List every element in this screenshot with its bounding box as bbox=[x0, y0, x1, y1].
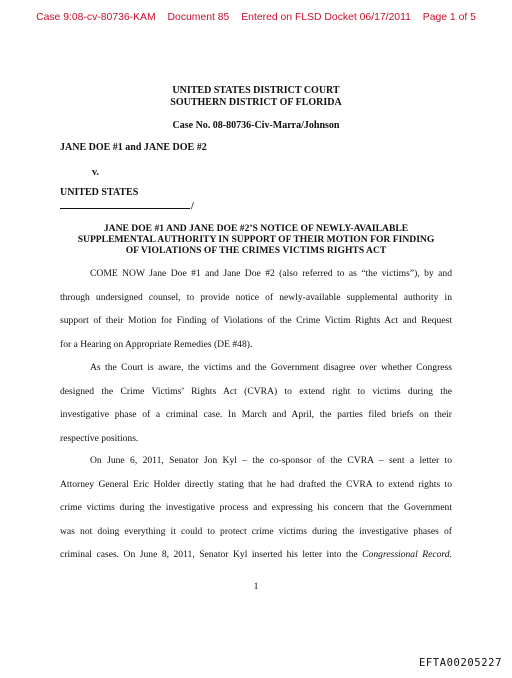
paragraph-line: As the Court is aware, the victims and the Government disagree over whether Congress bbox=[90, 362, 452, 373]
paragraph-line: through undersigned counsel, to provide notice of newly-available supplemental authority in bbox=[60, 291, 452, 303]
header-page-count: Page 1 of 5 bbox=[422, 12, 476, 23]
caption-slash: / bbox=[191, 201, 194, 212]
title-line2: SUPPLEMENTAL AUTHORITY IN SUPPORT OF THEIR MOTION FOR FINDING bbox=[77, 234, 435, 245]
paragraph-1 bbox=[60, 262, 452, 356]
paragraph-line: crime victims during the investigative process and expressing his concern that the Government bbox=[60, 502, 452, 514]
paragraph-line: Attorney General Eric Holder directly stating that he had drafted the CVRA to extend rights to bbox=[60, 478, 452, 490]
bates-number: EFTA00205227 bbox=[418, 657, 502, 669]
case-number: Case No. 08-80736-Civ-Marra/Johnson bbox=[172, 120, 340, 131]
paragraph-line-text: criminal cases. On June 8, 2011, Senator Kyl inserted his letter into the bbox=[60, 549, 358, 561]
paragraph-line: COME NOW Jane Doe #1 and Jane Doe #2 (also referred to as “the victims”), by and bbox=[90, 268, 452, 279]
paragraph-line: support of their Motion for Finding of Violations of the Crime Victim Rights Act and Request bbox=[60, 315, 452, 327]
paragraph-line: On June 6, 2011, Senator Jon Kyl – the co-sponsor of the CVRA – sent a letter to bbox=[90, 455, 452, 466]
header-document-number: Document 85 bbox=[167, 12, 230, 23]
court-name bbox=[0, 85, 512, 109]
caption-rule bbox=[60, 201, 194, 212]
header-case-number: Case 9:08-cv-80736-KAM bbox=[36, 12, 156, 23]
header-entered-date: Entered on FLSD Docket 06/17/2011 bbox=[241, 12, 411, 23]
document-title bbox=[50, 223, 462, 256]
page-number: 1 bbox=[253, 581, 259, 592]
title-line3: OF VIOLATIONS OF THE CRIMES VICTIMS RIGHTS ACT bbox=[125, 245, 387, 256]
plaintiffs: JANE DOE #1 and JANE DOE #2 bbox=[60, 142, 207, 153]
paragraph-line: investigative phase of a criminal case. In March and April, the parties filed briefs on their bbox=[60, 409, 452, 421]
court-name-line2: SOUTHERN DISTRICT OF FLORIDA bbox=[170, 97, 342, 108]
paragraph-line: designed the Crime Victims’ Rights Act (CVRA) to extend right to victims during the bbox=[60, 385, 452, 397]
paragraph-line: was not doing everything it could to protect crime victims during the investigative phases of bbox=[60, 525, 452, 537]
paragraph-line-final bbox=[60, 543, 452, 567]
court-name-line1: UNITED STATES DISTRICT COURT bbox=[172, 85, 340, 96]
paragraph-line: respective positions. bbox=[60, 432, 139, 444]
defendant: UNITED STATES bbox=[60, 187, 139, 198]
versus: v. bbox=[92, 167, 99, 178]
paragraph-line: for a Hearing on Appropriate Remedies (DE #48). bbox=[60, 338, 253, 350]
paragraph-2 bbox=[60, 356, 452, 450]
title-line1: JANE DOE #1 AND JANE DOE #2’S NOTICE OF NEWLY-AVAILABLE bbox=[103, 223, 409, 234]
caption-underline bbox=[60, 208, 190, 209]
paragraph-3 bbox=[60, 449, 452, 567]
docket-header bbox=[0, 12, 512, 23]
congressional-record-citation: Congressional Record. bbox=[362, 549, 452, 561]
